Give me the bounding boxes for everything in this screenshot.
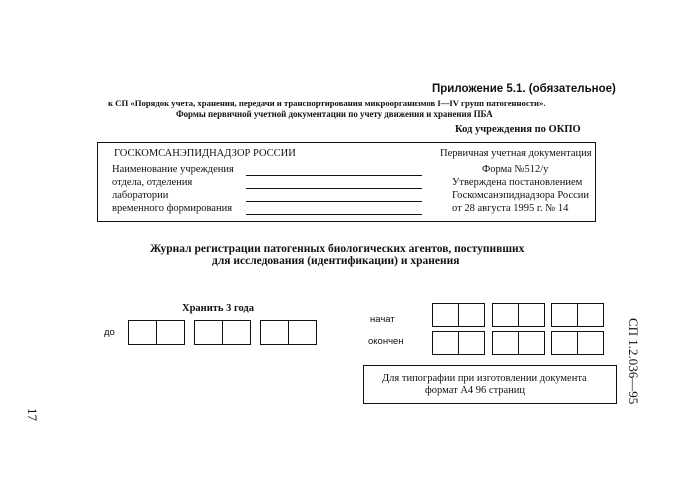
until-month-digit-2[interactable] xyxy=(222,320,251,345)
started-year-digit-1[interactable] xyxy=(551,303,578,327)
finished-day-digit-2[interactable] xyxy=(458,331,485,355)
until-label: до xyxy=(104,327,115,338)
journal-title-line1: Журнал регистрации патогенных биологических агентов, поступивших xyxy=(150,243,525,255)
finished-label: окончен xyxy=(368,336,404,347)
finished-year-digit-1[interactable] xyxy=(551,331,578,355)
until-month-digit-1[interactable] xyxy=(194,320,223,345)
appendix-label: Приложение 5.1. (обязательное) xyxy=(432,83,616,95)
laboratory-line[interactable] xyxy=(246,201,422,202)
started-label: начат xyxy=(370,314,395,325)
until-year-digit-2[interactable] xyxy=(288,320,317,345)
temporary-unit-line[interactable] xyxy=(246,214,422,215)
print-note-line1: Для типографии при изготовлении документа xyxy=(382,373,587,384)
approved-by: Госкомсанэпиднадзора России xyxy=(452,190,590,201)
form-number: Форма №512/у xyxy=(482,164,549,175)
doc-code: СП 1.2.036—95 xyxy=(626,318,641,405)
finished-day-digit-1[interactable] xyxy=(432,331,459,355)
journal-title-line2: для исследования (идентификации) и хранения xyxy=(212,255,460,267)
temporary-unit-label: временного формирования xyxy=(112,203,233,214)
primary-doc-label: Первичная учетная документация xyxy=(440,148,592,159)
department-line[interactable] xyxy=(246,188,422,189)
until-day-digit-1[interactable] xyxy=(128,320,157,345)
sp-reference-line: к СП «Порядок учета, хранения, передачи и транспортирования микроорганизмов I—IV групп патогенности». xyxy=(108,98,546,108)
finished-month-digit-1[interactable] xyxy=(492,331,519,355)
approved-date: от 28 августа 1995 г. № 14 xyxy=(452,203,569,214)
until-day-digit-2[interactable] xyxy=(156,320,185,345)
finished-month-digit-2[interactable] xyxy=(518,331,545,355)
started-day-digit-2[interactable] xyxy=(458,303,485,327)
until-year-digit-1[interactable] xyxy=(260,320,289,345)
org-name-label: Наименование учреждения xyxy=(112,164,234,175)
approved-label: Утверждена постановлением xyxy=(452,177,583,188)
page-number: 17 xyxy=(25,408,40,421)
started-month-digit-1[interactable] xyxy=(492,303,519,327)
agency-name: ГОСКОМСАНЭПИДНАДЗОР РОССИИ xyxy=(114,148,296,159)
laboratory-label: лаборатории xyxy=(112,190,169,201)
org-name-line[interactable] xyxy=(246,175,422,176)
keep-label: Хранить 3 года xyxy=(182,303,254,314)
forms-title-line: Формы первичной учетной документации по учету движения и хранения ПБА xyxy=(176,109,493,119)
print-note-line2: формат А4 96 страниц xyxy=(425,385,526,396)
started-day-digit-1[interactable] xyxy=(432,303,459,327)
okpo-label: Код учреждения по ОКПО xyxy=(455,124,581,135)
started-month-digit-2[interactable] xyxy=(518,303,545,327)
finished-year-digit-2[interactable] xyxy=(577,331,604,355)
department-label: отдела, отделения xyxy=(112,177,193,188)
started-year-digit-2[interactable] xyxy=(577,303,604,327)
